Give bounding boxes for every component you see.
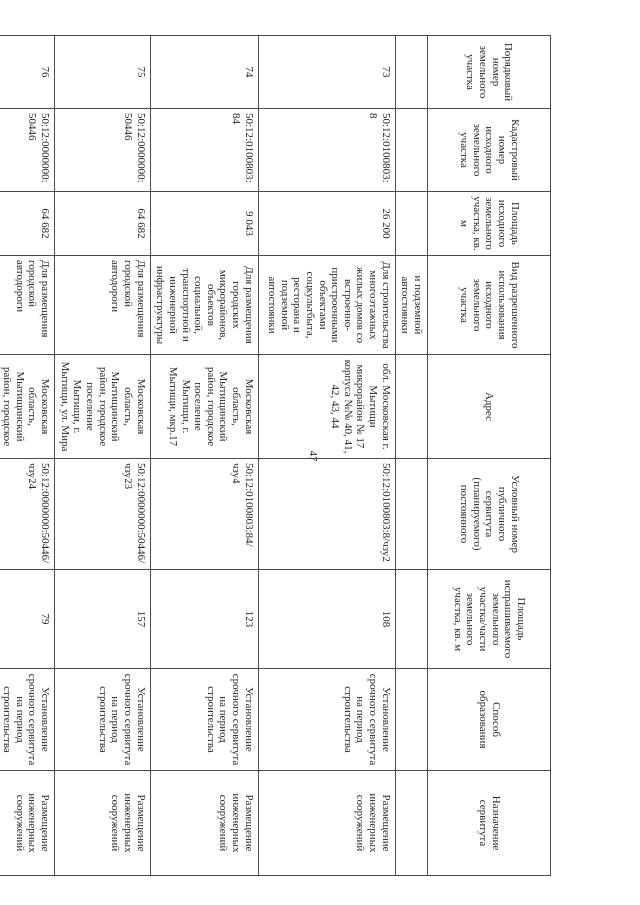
servitude-purpose: Размещение инженерных сооружений [0,771,55,876]
area-requested: 79 [0,570,55,669]
cadastral-number: 50:12:0000000:50446 [0,109,55,192]
servitude-number: 50:12:0000000:50446/чзу24 [0,459,55,570]
row-number: 73 [258,36,395,109]
table-cell [395,355,427,459]
table-cell [395,669,427,771]
table-row [0,36,55,876]
header-cell: Кадастровый номер исходного земельного участка [428,109,551,192]
cadastral-number: 50:12:0000000:50446 [55,109,150,192]
area-source: 26 200 [258,192,395,256]
header-cell: Назначение сервитута [428,771,551,876]
header-cell: Адрес [428,355,551,459]
permitted-use: Для строительства многоэтажных жилых домов со встроенно-пристроенными объектами соцкультбыта, ресторана и подземной автостоянки [258,256,395,355]
servitude-number: 50:12:0000000:50446/чзу23 [55,459,150,570]
table-cell [395,459,427,570]
area-source: 64 682 [55,192,150,256]
row-number: 74 [150,36,258,109]
servitude-table [0,35,551,876]
table-cell: и подземной автостоянки [395,256,427,355]
table-cell [395,771,427,876]
area-requested: 108 [258,570,395,669]
table-cell [395,570,427,669]
area-source: 64 682 [0,192,55,256]
servitude-purpose: Размещение инженерных сооружений [55,771,150,876]
table-cell [395,109,427,192]
permitted-use: Для размещения городской автодороги [55,256,150,355]
servitude-purpose: Размещение инженерных сооружений [258,771,395,876]
formation-method: Установление срочного сервитута на период строительства [150,669,258,771]
address: Московская область, Мытищинский район, городское поселение Мытищи, г. Мытищи, ул. Мира [55,355,150,459]
table-row [150,36,258,876]
row-number: 76 [0,36,55,109]
header-cell: Площадь испрашиваемого земельного участка/части земельного участка, кв. м [428,570,551,669]
rotated-table-container [1,35,551,875]
area-requested: 157 [55,570,150,669]
formation-method: Установление срочного сервитута на период строительства [258,669,395,771]
servitude-number: 50:12:0100803:8/чзу2 [258,459,395,570]
cadastral-number: 50:12:0100803:8 [258,109,395,192]
header-cell: Вид разрешенного использования исходного земельного участка [428,256,551,355]
address: Московская область, Мытищинский район, городское [0,355,55,459]
cadastral-number: 50:12:0100803:84 [150,109,258,192]
page-number: 47 [307,450,319,462]
address: обл. Московская г. Мытищи микрорайон № 17 корпуса №№ 40, 41, 42, 43, 44 [258,355,395,459]
table-row [258,36,395,876]
header-cell: Условный номер публичного сервитута (планируемого) постоянного [428,459,551,570]
address: Московская область, Мытищинский район, городское поселение Мытищи, г. Мытищи, мкр.17 [150,355,258,459]
permitted-use: Для размещения городских микрорайонов, объектов социальной, транспортной и инженерной инфраструктуры [150,256,258,355]
formation-method: Установление срочного сервитута на период строительства [0,669,55,771]
header-row [428,36,551,876]
header-cell: Площадь исходного земельного участка, кв. м [428,192,551,256]
area-source: 9 043 [150,192,258,256]
row-number: 75 [55,36,150,109]
table-cell [395,36,427,109]
servitude-purpose: Размещение инженерных сооружений [150,771,258,876]
header-cell: Порядковый номер земельного участка [428,36,551,109]
permitted-use: Для размещения городской автодороги [0,256,55,355]
table-cell [395,192,427,256]
header-cell: Способ образования [428,669,551,771]
servitude-number: 50:12:0100803:84/чзу4 [150,459,258,570]
continuation-row [395,36,427,876]
area-requested: 123 [150,570,258,669]
formation-method: Установление срочного сервитута на период строительства [55,669,150,771]
table-row [55,36,150,876]
